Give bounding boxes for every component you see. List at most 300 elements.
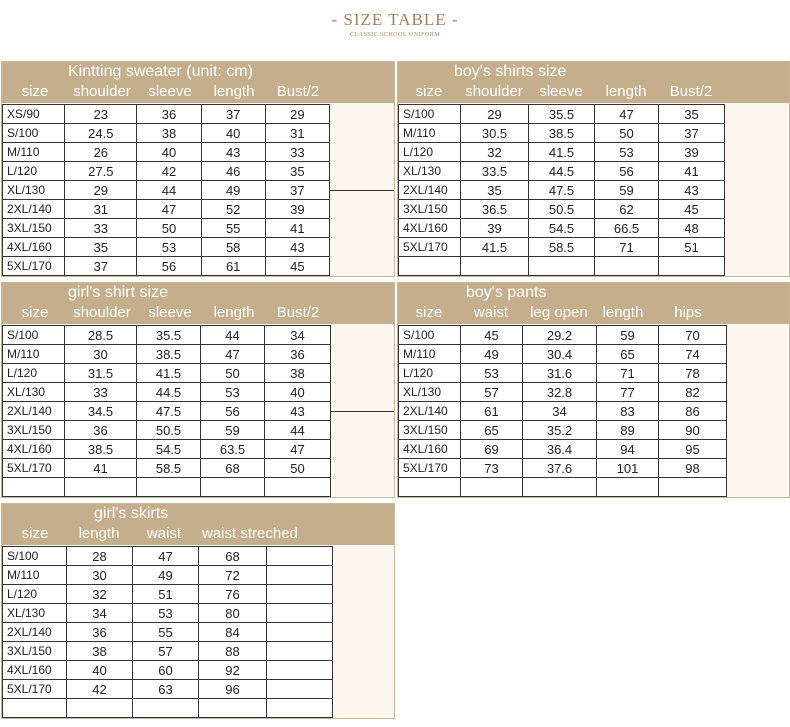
size-cell: L/120	[3, 162, 65, 181]
girls-skirts-table	[2, 546, 333, 718]
value-cell	[65, 478, 137, 497]
value-cell: 41.5	[461, 238, 529, 257]
value-cell: 62	[595, 200, 659, 219]
table-row	[399, 440, 727, 459]
value-cell: 37.6	[523, 459, 597, 478]
page-title: - SIZE TABLE -	[331, 10, 459, 29]
boys-pants-header-row	[398, 302, 789, 324]
size-cell: 3XL/150	[3, 421, 65, 440]
table-row	[3, 566, 333, 585]
value-cell: 27.5	[65, 162, 137, 181]
table-row	[3, 421, 331, 440]
sweater-size-panel	[1, 61, 395, 277]
table-row	[3, 219, 330, 238]
boys-pants-table	[398, 325, 727, 497]
value-cell: 48	[659, 219, 725, 238]
table-row	[3, 585, 333, 604]
value-cell: 37	[65, 257, 137, 276]
value-cell	[267, 642, 333, 661]
girls-shirts-title: girl's shirt size	[68, 284, 168, 301]
value-cell: 61	[201, 257, 265, 276]
value-cell: 33	[65, 383, 137, 402]
value-cell: 36	[65, 421, 137, 440]
value-cell: 82	[659, 383, 727, 402]
column-header: size	[21, 304, 49, 321]
value-cell	[659, 478, 727, 497]
table-row	[399, 200, 725, 219]
size-cell: S/100	[399, 326, 461, 345]
value-cell: 50.5	[529, 200, 595, 219]
table-row	[3, 661, 333, 680]
boys-shirts-header-row	[398, 81, 789, 103]
girls-shirts-panel-title	[2, 283, 394, 302]
value-cell: 40	[265, 383, 331, 402]
value-cell: 44	[265, 421, 331, 440]
table-row	[399, 257, 725, 276]
size-cell: L/120	[3, 585, 67, 604]
boys-pants-title: boy's pants	[466, 284, 547, 301]
column-header: Bust/2	[276, 304, 320, 321]
value-cell: 50	[265, 459, 331, 478]
girls-skirts-panel-title	[2, 504, 394, 523]
value-cell: 49	[201, 181, 265, 200]
size-cell: XL/130	[3, 604, 67, 623]
table-row	[3, 383, 331, 402]
value-cell: 47	[137, 200, 201, 219]
value-cell: 49	[461, 345, 523, 364]
value-cell: 59	[597, 326, 659, 345]
value-cell: 38.5	[529, 124, 595, 143]
value-cell: 53	[595, 143, 659, 162]
table-row	[399, 364, 727, 383]
value-cell: 35	[461, 181, 529, 200]
size-cell	[3, 478, 65, 497]
girls-shirts-table	[2, 325, 331, 497]
size-cell: 3XL/150	[3, 642, 67, 661]
value-cell	[267, 623, 333, 642]
value-cell: 41	[659, 162, 725, 181]
value-cell: 41	[265, 219, 329, 238]
value-cell: 31	[265, 124, 329, 143]
divider	[330, 190, 395, 191]
value-cell: 35.5	[137, 326, 201, 345]
table-row	[3, 440, 331, 459]
value-cell: 36.4	[523, 440, 597, 459]
value-cell: 72	[199, 566, 267, 585]
size-cell: S/100	[3, 326, 65, 345]
column-header: length	[78, 525, 120, 542]
value-cell: 38.5	[137, 345, 201, 364]
value-cell: 53	[137, 238, 201, 257]
value-cell: 50	[201, 364, 265, 383]
value-cell: 84	[199, 623, 267, 642]
value-cell: 32.8	[523, 383, 597, 402]
value-cell: 40	[137, 143, 201, 162]
value-cell	[267, 547, 333, 566]
value-cell: 39	[265, 200, 329, 219]
value-cell: 73	[461, 459, 523, 478]
value-cell: 77	[597, 383, 659, 402]
table-row	[399, 181, 725, 200]
size-cell: L/120	[3, 364, 65, 383]
value-cell: 33.5	[461, 162, 529, 181]
value-cell: 66.5	[595, 219, 659, 238]
column-header: size	[21, 525, 49, 542]
value-cell: 52	[201, 200, 265, 219]
value-cell: 36	[265, 345, 331, 364]
value-cell: 38	[265, 364, 331, 383]
size-cell: 4XL/160	[399, 440, 461, 459]
value-cell: 36.5	[461, 200, 529, 219]
table-row	[399, 402, 727, 421]
boys-shirts-panel-title	[398, 62, 789, 81]
value-cell: 65	[461, 421, 523, 440]
table-row	[3, 680, 333, 699]
value-cell: 56	[595, 162, 659, 181]
value-cell: 53	[133, 604, 199, 623]
value-cell: 35	[265, 162, 329, 181]
value-cell: 63	[133, 680, 199, 699]
column-header: size	[21, 83, 49, 100]
value-cell: 83	[597, 402, 659, 421]
size-cell: 5XL/170	[3, 459, 65, 478]
table-row	[3, 326, 331, 345]
table-row	[3, 238, 330, 257]
value-cell: 89	[597, 421, 659, 440]
value-cell	[267, 566, 333, 585]
value-cell: 101	[597, 459, 659, 478]
table-row	[399, 238, 725, 257]
size-cell: 2XL/140	[399, 181, 461, 200]
value-cell: 59	[595, 181, 659, 200]
value-cell: 31.6	[523, 364, 597, 383]
value-cell: 34	[523, 402, 597, 421]
girls-shirts-size-panel	[1, 282, 395, 498]
value-cell: 47	[133, 547, 199, 566]
value-cell	[267, 604, 333, 623]
value-cell: 55	[201, 219, 265, 238]
table-row	[3, 257, 330, 276]
value-cell	[529, 257, 595, 276]
value-cell: 88	[199, 642, 267, 661]
table-row	[3, 143, 330, 162]
value-cell: 45	[461, 326, 523, 345]
column-header: size	[415, 83, 443, 100]
column-header: Bust/2	[276, 83, 320, 100]
value-cell: 74	[659, 345, 727, 364]
value-cell	[267, 699, 333, 718]
column-header: length	[213, 304, 255, 321]
value-cell: 26	[65, 143, 137, 162]
value-cell: 47.5	[529, 181, 595, 200]
table-row	[3, 547, 333, 566]
size-cell: 4XL/160	[399, 219, 461, 238]
size-cell	[3, 699, 67, 718]
value-cell: 35	[65, 238, 137, 257]
size-cell: 5XL/170	[3, 257, 65, 276]
value-cell: 65	[597, 345, 659, 364]
size-cell: 5XL/170	[3, 680, 67, 699]
value-cell: 98	[659, 459, 727, 478]
table-row	[3, 181, 330, 200]
size-cell: M/110	[399, 345, 461, 364]
sweater-table	[2, 104, 330, 276]
size-cell: XL/130	[3, 181, 65, 200]
table-row	[3, 364, 331, 383]
value-cell	[201, 478, 265, 497]
value-cell: 80	[199, 604, 267, 623]
value-cell: 31.5	[65, 364, 137, 383]
value-cell	[137, 478, 201, 497]
column-header: shoulder	[465, 83, 523, 100]
table-row	[3, 459, 331, 478]
sweater-panel-title	[2, 62, 394, 81]
table-row	[3, 402, 331, 421]
size-cell: 3XL/150	[399, 200, 461, 219]
value-cell: 33	[65, 219, 137, 238]
value-cell	[265, 478, 331, 497]
value-cell: 57	[133, 642, 199, 661]
table-row	[399, 345, 727, 364]
value-cell: 61	[461, 402, 523, 421]
value-cell: 32	[461, 143, 529, 162]
column-header: leg open	[530, 304, 588, 321]
size-cell: XL/130	[3, 383, 65, 402]
value-cell: 39	[461, 219, 529, 238]
value-cell: 39	[659, 143, 725, 162]
column-header: sleeve	[148, 304, 192, 321]
size-cell: XL/130	[399, 383, 461, 402]
value-cell: 71	[597, 364, 659, 383]
boys-shirts-title: boy's shirts size	[454, 63, 567, 80]
value-cell: 76	[199, 585, 267, 604]
sweater-header-row	[2, 81, 394, 103]
column-header: waist	[146, 525, 182, 542]
value-cell: 35.2	[523, 421, 597, 440]
column-header: hips	[674, 304, 702, 321]
value-cell: 90	[659, 421, 727, 440]
size-cell: M/110	[3, 345, 65, 364]
table-row	[399, 124, 725, 143]
size-cell: 2XL/140	[399, 402, 461, 421]
boys-pants-size-panel	[397, 282, 790, 498]
value-cell: 37	[201, 105, 265, 124]
girls-skirts-header-row	[2, 523, 394, 545]
size-cell: XL/130	[399, 162, 461, 181]
value-cell: 58	[201, 238, 265, 257]
value-cell: 42	[67, 680, 133, 699]
table-row	[399, 459, 727, 478]
value-cell: 51	[659, 238, 725, 257]
divider	[330, 411, 395, 412]
value-cell: 50.5	[137, 421, 201, 440]
value-cell: 24.5	[65, 124, 137, 143]
value-cell: 47	[201, 345, 265, 364]
value-cell: 44.5	[529, 162, 595, 181]
value-cell: 38	[67, 642, 133, 661]
value-cell: 56	[201, 402, 265, 421]
value-cell: 31	[65, 200, 137, 219]
value-cell	[133, 699, 199, 718]
size-cell: 2XL/140	[3, 200, 65, 219]
value-cell: 36	[67, 623, 133, 642]
table-row	[3, 642, 333, 661]
value-cell: 69	[461, 440, 523, 459]
value-cell: 43	[659, 181, 725, 200]
girls-skirts-size-panel	[1, 503, 395, 719]
value-cell: 59	[201, 421, 265, 440]
value-cell: 32	[67, 585, 133, 604]
value-cell: 44.5	[137, 383, 201, 402]
value-cell: 44	[137, 181, 201, 200]
value-cell: 43	[265, 402, 331, 421]
value-cell	[523, 478, 597, 497]
value-cell: 42	[137, 162, 201, 181]
value-cell: 50	[137, 219, 201, 238]
value-cell: 96	[199, 680, 267, 699]
girls-shirts-header-row	[2, 302, 394, 324]
value-cell: 68	[199, 547, 267, 566]
value-cell: 28.5	[65, 326, 137, 345]
value-cell: 34.5	[65, 402, 137, 421]
value-cell: 60	[133, 661, 199, 680]
value-cell	[267, 680, 333, 699]
value-cell: 56	[137, 257, 201, 276]
table-row	[3, 699, 333, 718]
value-cell: 29	[265, 105, 329, 124]
value-cell: 34	[265, 326, 331, 345]
size-cell: S/100	[3, 547, 67, 566]
size-cell: 2XL/140	[3, 402, 65, 421]
value-cell: 47	[595, 105, 659, 124]
size-cell	[399, 257, 461, 276]
value-cell: 94	[597, 440, 659, 459]
value-cell	[267, 585, 333, 604]
size-cell: L/120	[399, 143, 461, 162]
value-cell: 49	[133, 566, 199, 585]
value-cell: 30	[65, 345, 137, 364]
value-cell	[461, 478, 523, 497]
table-row	[3, 105, 330, 124]
value-cell: 30.4	[523, 345, 597, 364]
column-header: length	[602, 304, 644, 321]
column-header: sleeve	[539, 83, 583, 100]
size-cell: XS/90	[3, 105, 65, 124]
value-cell: 47.5	[137, 402, 201, 421]
value-cell: 28	[67, 547, 133, 566]
table-row	[399, 478, 727, 497]
value-cell: 29	[461, 105, 529, 124]
table-row	[399, 105, 725, 124]
table-row	[399, 421, 727, 440]
size-cell: M/110	[3, 566, 67, 585]
size-cell: L/120	[399, 364, 461, 383]
value-cell: 53	[201, 383, 265, 402]
value-cell: 30	[67, 566, 133, 585]
value-cell: 30.5	[461, 124, 529, 143]
value-cell	[267, 661, 333, 680]
value-cell: 54.5	[529, 219, 595, 238]
value-cell: 36	[137, 105, 201, 124]
value-cell	[659, 257, 725, 276]
column-header: length	[605, 83, 647, 100]
table-row	[3, 623, 333, 642]
value-cell: 43	[201, 143, 265, 162]
value-cell: 71	[595, 238, 659, 257]
value-cell: 46	[201, 162, 265, 181]
column-header: size	[415, 304, 443, 321]
value-cell: 78	[659, 364, 727, 383]
value-cell: 37	[265, 181, 329, 200]
value-cell	[597, 478, 659, 497]
value-cell: 47	[265, 440, 331, 459]
value-cell: 58.5	[529, 238, 595, 257]
value-cell: 33	[265, 143, 329, 162]
value-cell: 58.5	[137, 459, 201, 478]
boys-shirts-size-panel	[397, 61, 790, 277]
value-cell: 70	[659, 326, 727, 345]
column-header: shoulder	[73, 83, 131, 100]
value-cell	[595, 257, 659, 276]
table-row	[3, 604, 333, 623]
table-row	[399, 143, 725, 162]
table-row	[3, 124, 330, 143]
sweater-title: Kintting sweater (unit: cm)	[68, 63, 253, 80]
size-cell	[399, 478, 461, 497]
value-cell	[199, 699, 267, 718]
value-cell: 57	[461, 383, 523, 402]
size-cell: 3XL/150	[399, 421, 461, 440]
value-cell: 35.5	[529, 105, 595, 124]
table-row	[399, 219, 725, 238]
column-header: Bust/2	[669, 83, 713, 100]
size-cell: M/110	[399, 124, 461, 143]
size-cell: 5XL/170	[399, 238, 461, 257]
table-row	[399, 326, 727, 345]
table-row	[3, 345, 331, 364]
size-cell: 5XL/170	[399, 459, 461, 478]
size-cell: 2XL/140	[3, 623, 67, 642]
value-cell: 38	[137, 124, 201, 143]
value-cell: 55	[133, 623, 199, 642]
column-header: shoulder	[73, 304, 131, 321]
value-cell: 34	[67, 604, 133, 623]
value-cell: 50	[595, 124, 659, 143]
value-cell: 44	[201, 326, 265, 345]
value-cell: 41.5	[529, 143, 595, 162]
value-cell: 86	[659, 402, 727, 421]
value-cell: 45	[659, 200, 725, 219]
value-cell: 53	[461, 364, 523, 383]
boys-pants-panel-title	[398, 283, 789, 302]
value-cell: 23	[65, 105, 137, 124]
size-cell: 4XL/160	[3, 440, 65, 459]
table-row	[399, 383, 727, 402]
value-cell: 54.5	[137, 440, 201, 459]
value-cell: 43	[265, 238, 329, 257]
value-cell: 63.5	[201, 440, 265, 459]
value-cell: 29	[65, 181, 137, 200]
value-cell: 41	[65, 459, 137, 478]
value-cell: 40	[201, 124, 265, 143]
size-cell: S/100	[399, 105, 461, 124]
table-row	[3, 162, 330, 181]
value-cell: 35	[659, 105, 725, 124]
value-cell: 45	[265, 257, 329, 276]
size-cell: M/110	[3, 143, 65, 162]
value-cell	[67, 699, 133, 718]
value-cell: 38.5	[65, 440, 137, 459]
